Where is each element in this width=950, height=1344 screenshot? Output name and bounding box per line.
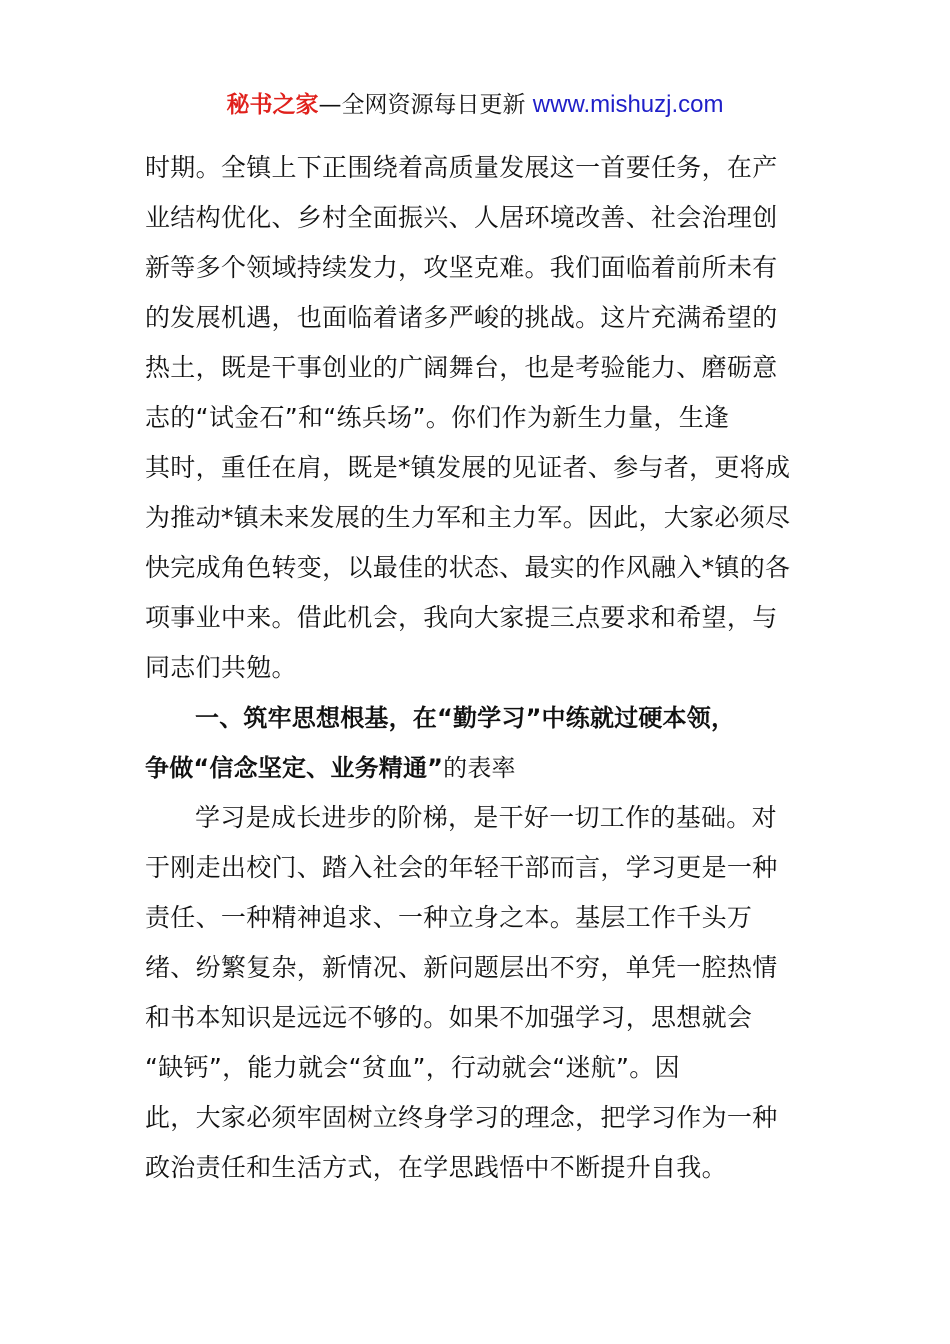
text-line: 时期。全镇上下正围绕着高质量发展这一首要任务，在产 — [145, 153, 778, 182]
paragraph-study — [145, 793, 811, 1193]
text-line: 业结构优化、乡村全面振兴、人居环境改善、社会治理创 — [145, 203, 778, 232]
heading-normal-text: 的表率 — [443, 754, 516, 782]
text-line: 同志们共勉。 — [145, 653, 297, 682]
section-heading-1 — [145, 693, 811, 793]
brand-name: 秘书之家 — [226, 92, 319, 118]
text-line: 和书本知识是远远不够的。如果不加强学习，思想就会 — [145, 1003, 753, 1032]
text-line: 政治责任和生活方式，在学思践悟中不断提升自我。 — [145, 1153, 727, 1182]
text-line: 的发展机遇，也面临着诸多严峻的挑战。这片充满希望的 — [145, 303, 778, 332]
text-line: 新等多个领域持续发力，攻坚克难。我们面临着前所未有 — [145, 253, 778, 282]
text-line: 快完成角色转变，以最佳的状态、最实的作风融入*镇的各 — [145, 553, 791, 582]
heading-line — [145, 743, 811, 793]
header-tagline: —全网资源每日更新 — [318, 92, 533, 118]
text-line: 热土，既是干事创业的广阔舞台，也是考验能力、磨砺意 — [145, 353, 778, 382]
heading-line: 一、筑牢思想根基，在“勤学习”中练就过硬本领， — [195, 704, 736, 732]
text-line: 绪、纷繁复杂，新情况、新问题层出不穷，单凭一腔热情 — [145, 953, 778, 982]
text-line: 学习是成长进步的阶梯，是干好一切工作的基础。对 — [195, 803, 777, 832]
paragraph-intro — [145, 143, 811, 693]
text-line: 于刚走出校门、踏入社会的年轻干部而言，学习更是一种 — [145, 853, 778, 882]
heading-bold-text: 争做“信念坚定、业务精通” — [145, 754, 444, 782]
text-line: 其时，重任在肩，既是*镇发展的见证者、参与者，更将成 — [145, 453, 791, 482]
text-line: 为推动*镇未来发展的生力军和主力军。因此，大家必须尽 — [145, 503, 791, 532]
text-line: 项事业中来。借此机会，我向大家提三点要求和希望，与 — [145, 603, 778, 632]
document-body — [145, 143, 811, 1193]
text-line: 此，大家必须牢固树立终身学习的理念，把学习作为一种 — [145, 1103, 778, 1132]
site-url-link[interactable]: www.mishuzj.com — [532, 91, 724, 118]
text-line: “缺钙”，能力就会“贫血”，行动就会“迷航”。因 — [145, 1053, 680, 1082]
page-header — [0, 88, 950, 122]
text-line: 责任、一种精神追求、一种立身之本。基层工作千头万 — [145, 903, 753, 932]
text-line: 志的“试金石”和“练兵场”。你们作为新生力量，生逢 — [145, 403, 730, 432]
